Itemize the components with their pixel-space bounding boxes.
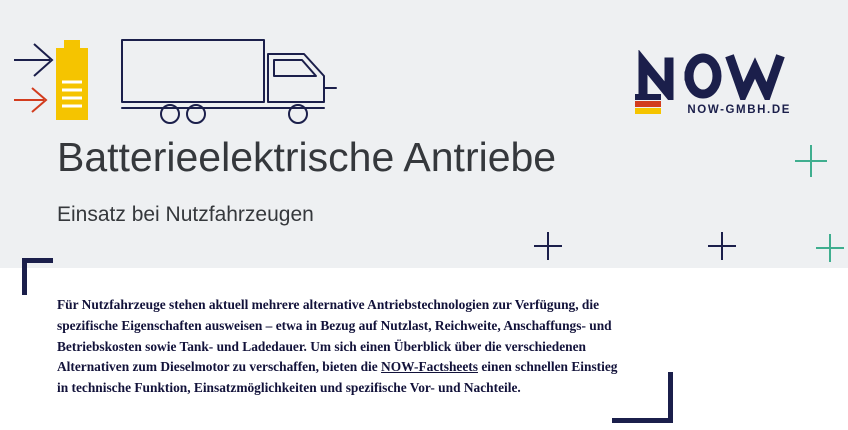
- german-flag-icon: [635, 94, 661, 114]
- electric-truck-icon: [118, 30, 348, 135]
- now-factsheets-link[interactable]: NOW-Factsheets: [381, 359, 478, 375]
- bracket-top-left: [22, 258, 53, 295]
- now-logo: [633, 50, 793, 130]
- plus-decoration-navy-2: [708, 232, 736, 260]
- battery-charging-icon: [8, 30, 108, 135]
- logo-url: NOW-GMBH.DE: [687, 104, 791, 116]
- paragraph-text-end: einen schnellen Einstieg in technische Funktion, Einsatzmöglichkeiten und spezifische Vor- und Nachteile.: [57, 359, 618, 395]
- paragraph-text-start: Für Nutzfahrzeuge stehen aktuell mehrere alternative Antriebstechnologien zur Verfügung, die spezifische Eigenschaften ausweisen – etwa in Bezug auf Nutzlast, Reichweite, Anschaffungs- und Betriebskosten sowie Tank- und Ladedauer. Um sich einen Überblick über die verschiedenen Alternativen zum Dieselmotor zu verschaffen, bieten die: [57, 297, 612, 375]
- body-paragraph: [57, 295, 625, 398]
- plus-decoration-teal-1: [795, 145, 827, 177]
- page-subtitle: Einsatz bei Nutzfahrzeugen: [57, 203, 314, 226]
- now-wordmark-icon: [633, 50, 793, 100]
- plus-decoration-teal-2: [816, 234, 844, 262]
- page-title: Batterieelektrische Antriebe: [57, 134, 557, 180]
- plus-decoration-navy-1: [534, 232, 562, 260]
